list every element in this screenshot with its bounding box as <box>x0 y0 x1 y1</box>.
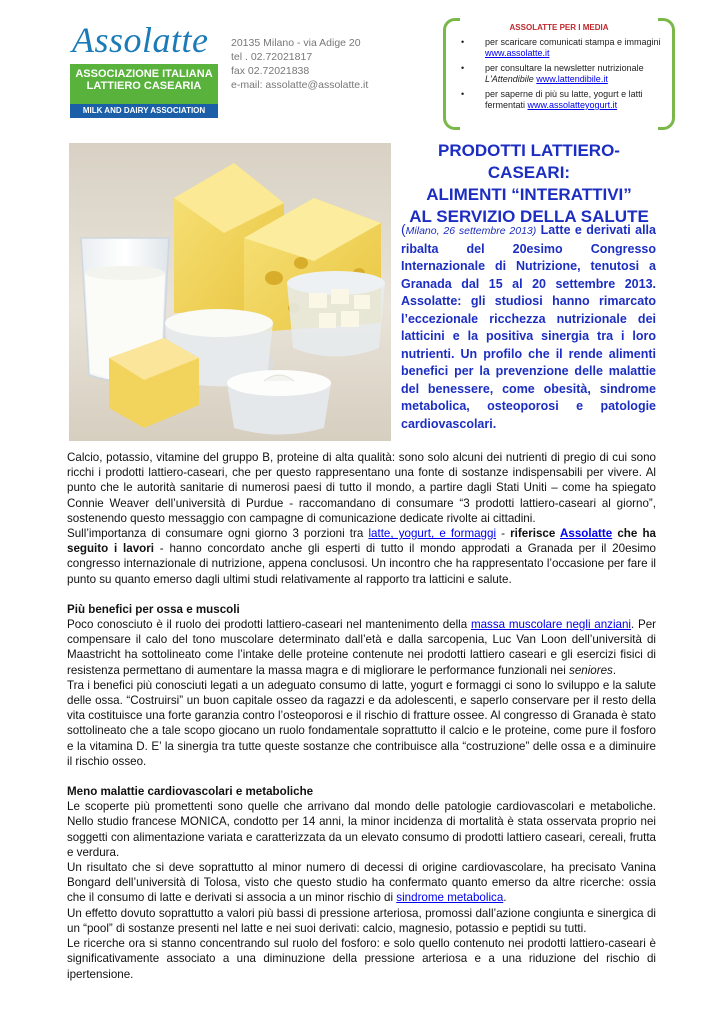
lede-text: Latte e derivati alla ribalta del 20esimo Congresso Internazionale di Nutrizione, tenutosi a Granada dal 15 al 20 settembre 2013. Assolatte: gli studiosi hanno rimarcato l’eccezionale ricchezza nutrizionale dei latticini e la positiva sinergia tra i loro nutrienti. Un profilo che il rende alimenti benefici per la prevenzione delle malattie del benessere, come obesità, sindrome metabolica, osteoporosi e patologie cardiovascolari. <box>401 223 656 431</box>
press-release-title <box>398 140 660 228</box>
body-paragraph-2 <box>67 526 656 587</box>
p2-bold-b: che ha seguito i lavori <box>67 527 656 556</box>
p3-text-a: Poco conosciuto è il ruolo dei prodotti lattiero-caseari nel mantenimento della <box>67 618 471 632</box>
body-paragraph-5: Le scoperte più promettenti sono quelle che arrivano dal mondo delle patologie cardiovascolari e metaboliche. Nello studio francese MONICA, condotto per 14 anni, la minor incidenza di mortalità è stata osservata proprio nei soggetti con alimentazione variata e caratterizzata da un elevato consumo di prodotti lattiero caseari, cereali, frutta e verdura. <box>67 800 656 859</box>
media-item-newsletter-text: per consultare la newsletter nutrizionale <box>485 63 644 73</box>
dairy-products-photo <box>69 143 391 441</box>
p2-text-a: Sull’importanza di consumare ogni giorno 3 porzioni tra <box>67 527 369 541</box>
link-assolatte[interactable]: Assolatte <box>560 527 613 541</box>
link-sindrome-metabolica[interactable]: sindrome metabolica <box>396 891 504 905</box>
media-item-press <box>457 37 662 59</box>
logo-org-line2: LATTIERO CASEARIA <box>86 80 202 92</box>
media-box <box>443 18 675 124</box>
contact-email[interactable]: e-mail: assolatte@assolatte.it <box>231 79 369 91</box>
article-body <box>67 450 656 982</box>
p6-text-b: . <box>503 891 507 905</box>
section-heading-cardiovascolari: Meno malattie cardiovascolari e metaboliche <box>67 785 314 799</box>
contact-phone: tel . 02.72021817 <box>231 51 313 63</box>
contact-address: 20135 Milano - via Adige 20 <box>231 37 361 49</box>
media-links-list <box>457 37 662 115</box>
assolatte-link[interactable]: www.assolatte.it <box>485 48 550 58</box>
dairy-illustration <box>69 143 391 441</box>
body-paragraph-8: Le ricerche ora si stanno concentrando sul ruolo del fosforo: e solo quello contenuto nei prodotti lattiero-caseari è significativamente associato a una diminuzione della pressione arteriosa e a una riduzione del rischio di ipertensione. <box>67 937 656 981</box>
p3-italic: seniores <box>569 663 613 677</box>
link-latte-yogurt-formaggi[interactable]: latte, yogurt, e formaggi <box>368 527 497 541</box>
lede-date: Milano, 26 settembre 2013) <box>405 225 537 237</box>
logo-wordmark: Assolatte <box>72 20 209 60</box>
media-item-yogurt-text: per saperne di più su latte, yogurt e latti fermentati <box>485 89 643 110</box>
media-item-newsletter <box>457 63 662 85</box>
p6-text-a: Un risultato che si deve soprattutto al minor numero di decessi di origine cardiovascolare, ha precisato Vanina Bongard dell’università di Tolosa, visto che questo studio ha confermato quanto emerso da altre ricerche: ossia che il consumo di latte e derivati si associa a un minor rischio di <box>67 861 656 905</box>
p2-text-b: - <box>496 527 511 541</box>
contact-info <box>231 36 368 92</box>
title-line-2: ALIMENTI “INTERATTIVI” <box>426 185 632 204</box>
body-paragraph-4: Tra i benefici più conosciuti legati a un adeguato consumo di latte, yogurt e formaggi ci sono lo sviluppo e la salute delle ossa. “Costruirsi” un buon capitale osseo da ragazzi e da adolescenti, e saperlo conservare per il resto della vita costituisce una forte garanzia contro l’osteoporosi e il rischio di fratture ossee. Al congresso di Granada è stato sottolineato che a tale scopo giocano un ruolo fondamentale soprattutto il calcio e le proteine, come pure il fosforo e la vitamina D. E’ la sinergia tra tutte queste sostanze che contribuisce alla “costruzione” delle ossa e a diminuire il rischio osseo. <box>67 678 656 768</box>
lattendibile-link[interactable]: www.lattendibile.it <box>536 74 608 84</box>
title-line-3: AL SERVIZIO DELLA SALUTE <box>409 207 649 226</box>
body-paragraph-3 <box>67 617 656 678</box>
assolatteyogurt-link[interactable]: www.assolatteyogurt.it <box>527 100 618 110</box>
newsletter-name: L'Attendibile <box>485 74 534 84</box>
media-box-title: ASSOLATTE PER I MEDIA <box>509 23 609 32</box>
section-heading-ossa-muscoli: Più benefici per ossa e muscoli <box>67 602 240 616</box>
link-massa-muscolare[interactable]: massa muscolare negli anziani <box>470 618 632 632</box>
lede-paragraph <box>401 221 656 433</box>
assolatte-logo <box>70 20 218 118</box>
lede-paren: ( <box>401 221 406 237</box>
media-item-press-text: per scaricare comunicati stampa e immagini <box>485 37 661 47</box>
logo-english-bar: MILK AND DAIRY ASSOCIATION <box>70 104 218 118</box>
p3-text-c: . <box>612 663 617 677</box>
body-paragraph-1: Calcio, potassio, vitamine del gruppo B, proteine di alta qualità: sono solo alcuni dei nutrienti di pregio di cui sono ricchi i prodotti lattiero-caseari, che per questo rappresentano una fonte di sostanze indispensabili per vivere. Al punto che le autorità sanitarie di numerosi paesi di tutto il mondo, a partire dagli Stati Uniti – come ha spiegato Connie Weaver dell’università di Purdue - raccomandano di consumare “3 prodotti lattiero-caseari al giorno”, sostenendo questo messaggio con campagne di comunicazione dedicate rivolte ai cittadini. <box>67 451 656 525</box>
title-line-1: PRODOTTI LATTIERO-CASEARI: <box>438 141 620 182</box>
p2-text-c: - hanno concordato anche gli esperti di tutto il mondo approdati a Granada per il 20esimo congresso internazionale di nutrizione, appena conclusosi. Un incontro che ha rappresentato l’occasione per fare il punto su quanto emerso dagli ultimi studi relativamente al rapporto tra latticini e salute. <box>67 542 657 586</box>
logo-org-name <box>70 68 218 92</box>
body-paragraph-7: Un effetto dovuto soprattutto a valori più bassi di pressione arteriosa, promossi dall’azione congiunta e sinergica di un “pool” di sostanze presenti nel latte e nei suoi derivati: calcio, magnesio, potassio e peptidi su tutti. <box>67 906 656 935</box>
contact-fax: fax 02.72021838 <box>231 65 310 77</box>
logo-org-line1: ASSOCIAZIONE ITALIANA <box>75 68 213 80</box>
p3-text-b: . Per compensare il calo del tono muscolare determinato dall’età e dalla sarcopenia, Luc Van Loon dell’università di Maastricht ha sottolineato come l’intake delle proteine contenute nei prodotti lattiero caseari e gli esercizi fisici di resistenza permettano di aumentare la massa magra e di migliorare le performance funzionali nei <box>67 618 657 677</box>
p2-bold-a: riferisce <box>510 527 560 541</box>
media-item-yogurt <box>457 89 662 111</box>
body-paragraph-6 <box>67 860 656 906</box>
